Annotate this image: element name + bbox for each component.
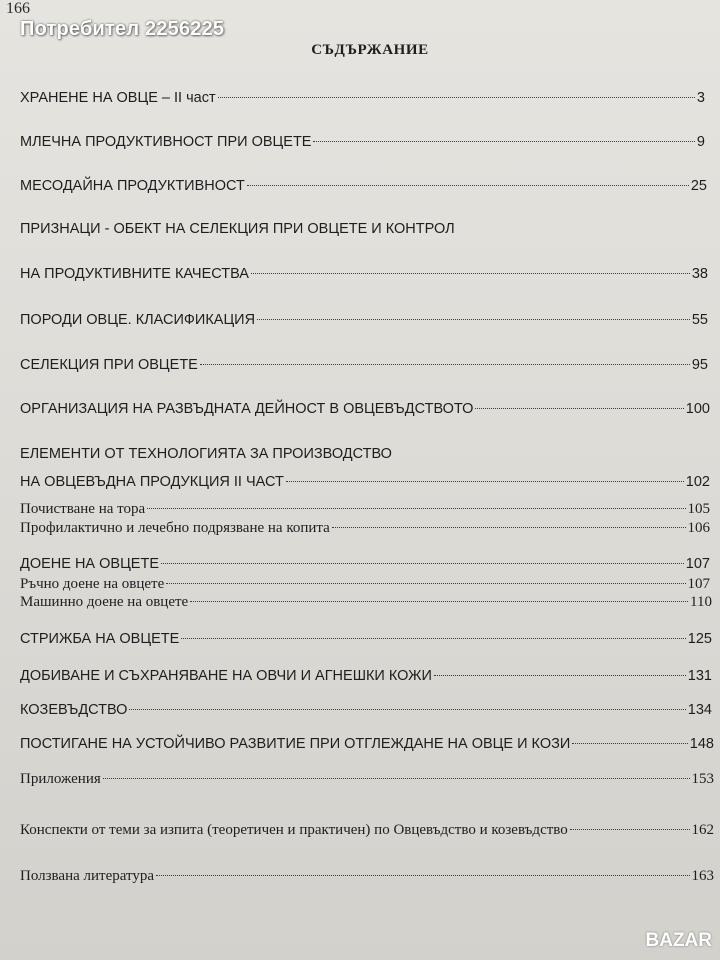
toc-entry-page: 125	[687, 631, 712, 647]
toc-entry-label: ДОБИВАНЕ И СЪХРАНЯВАНЕ НА ОВЧИ И АГНЕШКИ КОЖИ	[20, 668, 432, 684]
toc-entry-page: 148	[689, 736, 714, 752]
toc-entry-page: 163	[691, 868, 714, 884]
toc-leader	[251, 273, 690, 274]
toc-entry-label: НА ПРОДУКТИВНИТЕ КАЧЕСТВА	[20, 266, 249, 282]
toc-entry-label: Ползвана литература	[20, 868, 155, 884]
toc-entry-page: 3	[696, 90, 705, 106]
toc-entry-label: Почистване на тора	[20, 501, 146, 517]
toc-entry-label: ПОРОДИ ОВЦЕ. КЛАСИФИКАЦИЯ	[20, 312, 256, 328]
toc-leader	[200, 364, 690, 365]
toc-leader	[572, 743, 688, 744]
toc-entry-page: 105	[687, 501, 710, 517]
toc-leader	[181, 638, 686, 639]
toc-leader	[434, 675, 686, 676]
toc-subentry	[20, 520, 710, 537]
toc-entry-label: НА ОВЦЕВЪДНА ПРОДУКЦИЯ II ЧАСТ	[20, 474, 284, 490]
toc-entry	[20, 474, 710, 490]
toc-entry-page: 100	[685, 401, 710, 417]
toc-leader	[156, 875, 689, 876]
toc-entry-label: МЛЕЧНА ПРОДУКТИВНОСТ ПРИ ОВЦЕТЕ	[20, 134, 312, 150]
toc-leader	[218, 97, 695, 98]
user-watermark: Потребител 2256225	[20, 18, 225, 40]
toc-entry-label: ДОЕНЕ НА ОВЦЕТЕ	[20, 556, 159, 572]
toc-leader	[257, 319, 690, 320]
toc-leader	[313, 141, 694, 142]
toc-entry-page: 102	[685, 474, 710, 490]
toc-leader	[103, 778, 690, 779]
toc-leader	[247, 185, 689, 186]
toc-entry-label: СТРИЖБА НА ОВЦЕТЕ	[20, 631, 180, 647]
toc-entry-page: 107	[687, 576, 710, 592]
toc-subentry	[20, 576, 710, 593]
toc-entry	[20, 401, 710, 417]
toc-entry-label: Машинно доене на овцете	[20, 594, 189, 610]
toc-entry	[20, 90, 705, 106]
toc-leader	[147, 508, 685, 509]
toc-subentry	[20, 868, 714, 885]
toc-leader	[286, 481, 684, 482]
toc-entry	[20, 178, 707, 194]
toc-entry	[20, 668, 712, 684]
toc-entry	[20, 736, 714, 752]
toc-entry-label: ПОСТИГАНЕ НА УСТОЙЧИВО РАЗВИТИЕ ПРИ ОТГЛЕЖДАНЕ НА ОВЦЕ И КОЗИ	[20, 736, 571, 752]
toc-entry	[20, 631, 712, 647]
toc-entry-page: 38	[691, 266, 708, 282]
bazar-logo-text: BAZAR	[645, 930, 712, 951]
toc-subentry	[20, 771, 714, 788]
toc-entry-page: 55	[691, 312, 708, 328]
toc-entry-page: 162	[691, 822, 714, 838]
toc-leader	[332, 527, 686, 528]
toc-entry-page: 153	[691, 771, 714, 787]
toc-entry	[20, 357, 708, 373]
toc-entry-page: 25	[690, 178, 707, 194]
toc-entry-page: 107	[685, 556, 710, 572]
toc-entry-heading: ПРИЗНАЦИ - ОБЕКТ НА СЕЛЕКЦИЯ ПРИ ОВЦЕТЕ И КОНТРОЛ	[20, 221, 455, 237]
toc-leader	[129, 709, 685, 710]
toc-entry	[20, 312, 708, 328]
toc-entry-page: 134	[687, 702, 712, 718]
toc-entry-label: СЕЛЕКЦИЯ ПРИ ОВЦЕТЕ	[20, 357, 198, 373]
toc-entry-heading: ЕЛЕМЕНТИ ОТ ТЕХНОЛОГИЯТА ЗА ПРОИЗВОДСТВО	[20, 446, 392, 462]
toc-leader	[161, 563, 684, 564]
toc-entry	[20, 702, 712, 718]
toc-title: СЪДЪРЖАНИЕ	[311, 42, 429, 58]
toc-entry	[20, 266, 708, 282]
toc-entry-label: Конспекти от теми за изпита (теоретичен и практичен) по Овцевъдство и козевъдство	[20, 822, 568, 838]
toc-entry-page: 131	[687, 668, 712, 684]
toc-leader	[475, 408, 683, 409]
toc-entry-page: 106	[687, 520, 710, 536]
toc-entry-label: КОЗЕВЪДСТВО	[20, 702, 128, 718]
toc-subentry	[20, 501, 710, 518]
toc-leader	[570, 829, 690, 830]
toc-entry	[20, 134, 705, 150]
bazar-logo	[646, 930, 713, 952]
toc-entry	[20, 556, 710, 572]
toc-subentry	[20, 822, 714, 839]
toc-entry-label: Приложения	[20, 771, 101, 787]
toc-subentry	[20, 594, 712, 611]
toc-entry-page: 110	[690, 594, 712, 610]
toc-entry-label: Профилактично и лечебно подрязване на копита	[20, 520, 330, 536]
page-number: 166	[6, 0, 30, 17]
toc-entry-label: Ръчно доене на овцете	[20, 576, 165, 592]
toc-entry-label: ХРАНЕНЕ НА ОВЦЕ – II част	[20, 90, 216, 106]
toc-entry-page: 95	[691, 357, 708, 373]
toc-leader	[190, 601, 688, 602]
toc-entry-page: 9	[696, 134, 705, 150]
toc-entry-label: МЕСОДАЙНА ПРОДУКТИВНОСТ	[20, 178, 245, 194]
toc-entry-label: ОРГАНИЗАЦИЯ НА РАЗВЪДНАТА ДЕЙНОСТ В ОВЦЕВЪДСТВОТО	[20, 401, 474, 417]
toc-leader	[166, 583, 685, 584]
